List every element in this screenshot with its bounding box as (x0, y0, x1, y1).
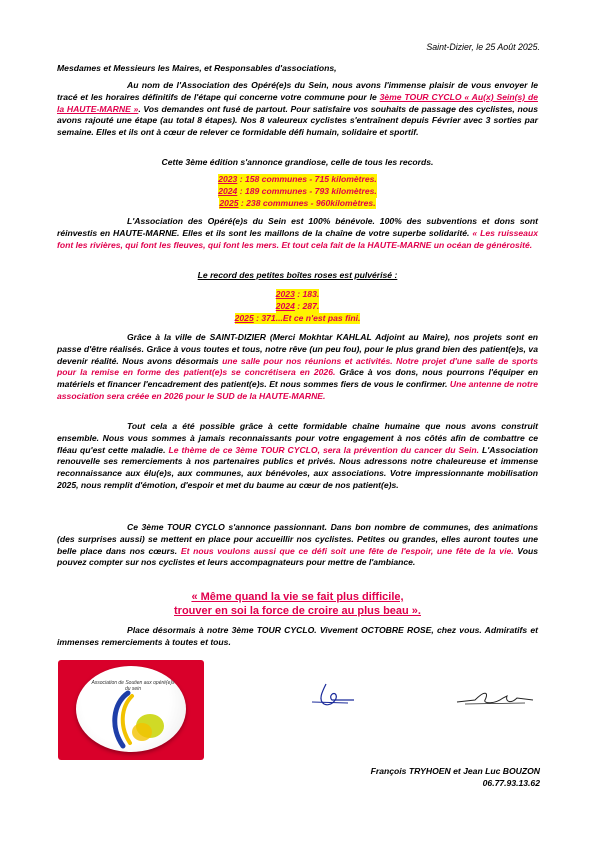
boxes-intro: Le record des petites boîtes roses est pulvérisé : (197, 270, 398, 280)
record-text: : 238 communes - 960kilomètres. (238, 197, 376, 208)
thanks-text-a: Tout cela a été possible grâce à cette formidable chaîne humaine que nous avons construit ensemble. Nous vous sommes à jamais reconnaissants pour votre engagement à nos côtés afin de combattre ce fléau qu'est cette maladie. (57, 421, 538, 455)
paragraph-intro (57, 80, 538, 139)
record-km-row (219, 198, 375, 210)
records-intro: Cette 3ème édition s'annonce grandiose, celle de tous les records. (161, 157, 434, 167)
record-text: : 158 communes - 715 kilomètres. (237, 174, 377, 184)
record-km-row (218, 174, 377, 186)
closing-quote (57, 590, 538, 618)
thanks-text-b: L'Association renouvelle ses remerciements à nos partenaires publics et privés. Nous adressons notre chaleureuse et immense reconnaissance aux élu(e)s, aux communes, aux bénévoles, aux associations. Votre impressionnante mobilisation 2025, nous remplit d'émotion, d'espoir et met du baume au cœur de nos patient(e)s. (57, 444, 538, 490)
intro-text-a: Au nom de l'Association des Opéré(e)s du Sein, nous avons l'immense plaisir de vous envoyer le tracé et les horaires définitifs de l'étape qui concerne votre commune pour le (57, 80, 538, 102)
association-badge-photo (58, 660, 204, 760)
record-box-row (276, 289, 320, 301)
festivities-text-a: Ce 3ème TOUR CYCLO s'annonce passionnant. Dans bon nombre de communes, des animations (des surprises aussi) se mettent en place pour accueillir nos cyclistes. Petites ou grandes, elles auront toutes une belle place dans nos cœurs. (57, 522, 538, 556)
record-text: : 183. (294, 289, 320, 299)
record-year: 2024 (275, 300, 295, 311)
record-text: : 371...Et ce n'est pas fini. (253, 312, 361, 323)
record-year: 2025 (234, 312, 254, 323)
record-box-row (276, 301, 320, 313)
projects-text-a: Grâce à la ville de SAINT-DIZIER (Merci Mokhtar KAHLAL Adjoint au Maire), nos projets sont en passe d'être réalisés. Grâce à vous toutes et tous, notre rêve (un peu fou), pour le plus grand bien des patient(e)s, va devenir réalité. Nous avons désormais (57, 332, 538, 366)
greeting: Mesdames et Messieurs les Maires, et Responsables d'associations, (57, 63, 337, 73)
volunteer-text: L'Association des Opéré(e)s du Sein est 100% bénévole. 100% des subventions et dons sont réinvestis en HAUTE-MARNE. Elles et ils sont les maillons de la chaîne de votre superbe solidarité. (57, 216, 538, 238)
thanks-theme: Le thème de ce 3ème TOUR CYCLO, sera la prévention du cancer du Sein. (168, 444, 479, 455)
quote-line-2: trouver en soi la force de croire au plus beau ». (174, 605, 421, 617)
signers-phone: 06.77.93.13.62 (482, 777, 540, 788)
signers-names: François TRYHOEN et Jean Luc BOUZON (370, 766, 540, 776)
badge-text: Association de Soutien aux opéré(e)s du sein (91, 680, 175, 692)
badge-logo-icon (98, 688, 178, 750)
intro-text-b: . Vos demandes ont fusé de partout. Pour satisfaire vos souhaits de passage des cyclistes, nous avons rajouté une étape (au total 8 étapes). Nos 8 valeureux cyclistes s'entraînent depuis Février avec 3 sorties par semaine. Elles et ils ont à cœur de relever ce formidable défi humain, solidaire et sportif. (57, 103, 538, 138)
volunteer-quote: « Les ruisseaux font les rivières, qui font les fleuves, qui font les mers. Et tout cela fait de la HAUTE-MARNE un océan de générosité. (57, 227, 538, 250)
event-name: 3ème TOUR CYCLO « Au(x) Sein(s) de la HAUTE-MARNE » (57, 91, 538, 114)
record-year: 2023 (218, 174, 238, 184)
festivities-text-b: Vous pouvez compter sur nos cyclistes et leurs accompagnateurs pour mettre de l'ambiance. (57, 545, 538, 568)
projects-text-b: Grâce à vos dons, nous pourrons l'équiper en matériels et financer l'encadrement des patient(e)s. Et nous sommes fiers de vous le confirmer. (57, 367, 539, 390)
record-year: 2024 (218, 185, 238, 196)
records-km-list (57, 174, 538, 209)
record-box-row (235, 313, 361, 325)
projects-highlight-1: une salle pour nos réunions et activités. Notre projet d'une salle de sports pour la remise en forme des patient(e)s se concrétisera en 2026. (57, 355, 539, 378)
quote-line-1: « Même quand la vie se fait plus difficile, (191, 591, 404, 603)
signature-bouzon-icon (455, 686, 540, 710)
festivities-highlight: Et nous voulons aussi que ce défi soit une fête de l'espoir, une fête de la vie. (180, 545, 514, 556)
record-year: 2023 (275, 289, 295, 299)
signers-block (371, 766, 540, 790)
dateline: Saint-Dizier, le 25 Août 2025. (426, 42, 540, 52)
records-box-list (57, 289, 538, 324)
projects-highlight-2: Une antenne de notre association sera créée en 2026 pour le SUD de la HAUTE-MARNE. (57, 379, 538, 401)
paragraph-thanks (57, 421, 538, 492)
paragraph-projects (57, 332, 538, 403)
paragraph-closing: Place désormais à notre 3ème TOUR CYCLO. Vivement OCTOBRE ROSE, chez vous. Admiratifs et immenses remerciements à toutes et tous. (57, 625, 538, 647)
record-text: : 287. (294, 300, 320, 311)
record-text: : 189 communes - 793 kilomètres. (237, 185, 377, 196)
paragraph-volunteer (57, 216, 538, 251)
signature-tryhoen-icon (308, 680, 358, 710)
record-km-row (218, 186, 377, 198)
record-year: 2025 (219, 197, 239, 208)
paragraph-festivities (57, 522, 538, 569)
